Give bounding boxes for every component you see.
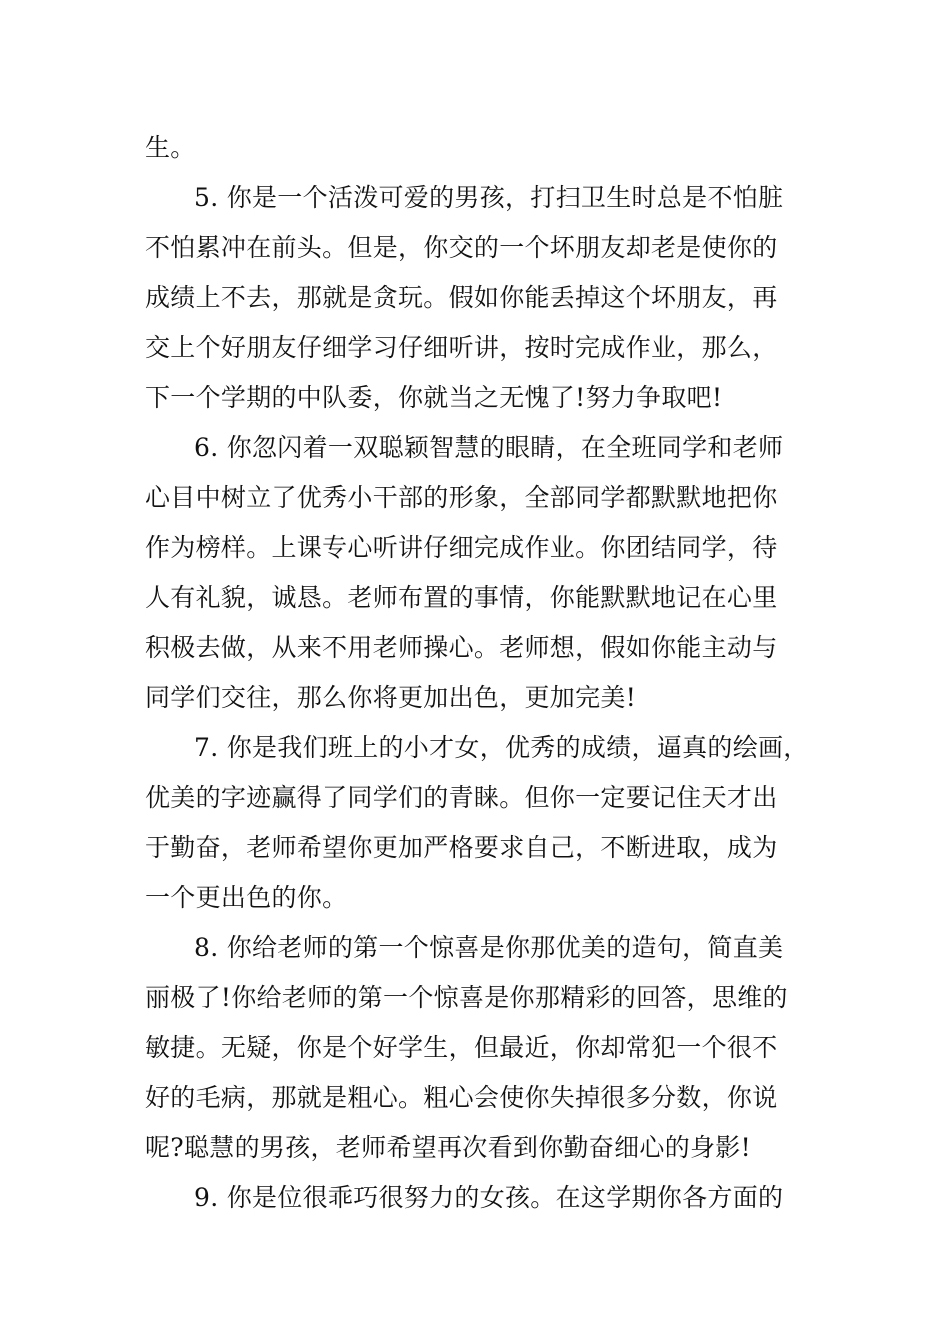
text-line: 交上个好朋友仔细学习仔细听讲，按时完成作业，那么， [145, 333, 778, 362]
text-line: 丽极了!你给老师的第一个惊喜是你那精彩的回答，思维的 [145, 983, 788, 1012]
text-line: 好的毛病，那就是粗心。粗心会使你失掉很多分数，你说 [145, 1083, 778, 1112]
text-line: 下一个学期的中队委，你就当之无愧了!努力争取吧! [145, 383, 723, 412]
text-line: 于勤奋，老师希望你更加严格要求自己，不断进取，成为 [145, 833, 778, 862]
text-line: 人有礼貌，诚恳。老师布置的事情，你能默默地记在心里 [145, 583, 778, 612]
paragraph-7-start: 7. 你是我们班上的小才女，优秀的成绩，逼真的绘画， [194, 733, 809, 762]
paragraph-9-start: 9. 你是位很乖巧很努力的女孩。在这学期你各方面的 [194, 1183, 784, 1212]
paragraph-5-start: 5. 你是一个活泼可爱的男孩，打扫卫生时总是不怕脏 [194, 183, 784, 212]
paragraph-6-start: 6. 你忽闪着一双聪颖智慧的眼睛，在全班同学和老师 [194, 433, 784, 462]
text-line: 作为榜样。上课专心听讲仔细完成作业。你团结同学，待 [145, 533, 778, 562]
text-line: 成绩上不去，那就是贪玩。假如你能丢掉这个坏朋友，再 [145, 283, 778, 312]
text-line: 一个更出色的你。 [145, 883, 348, 912]
text-line: 敏捷。无疑，你是个好学生，但最近，你却常犯一个很不 [145, 1033, 778, 1062]
text-line: 积极去做，从来不用老师操心。老师想，假如你能主动与 [145, 633, 778, 662]
text-line: 同学们交往，那么你将更加出色，更加完美! [145, 683, 637, 712]
paragraph-8-start: 8. 你给老师的第一个惊喜是你那优美的造句，简直美 [194, 933, 784, 962]
text-line: 生。 [145, 133, 196, 162]
text-line: 心目中树立了优秀小干部的形象，全部同学都默默地把你 [145, 483, 778, 512]
text-line: 不怕累冲在前头。但是，你交的一个坏朋友却老是使你的 [145, 233, 778, 262]
text-line: 优美的字迹赢得了同学们的青睐。但你一定要记住天才出 [145, 783, 778, 812]
text-line: 呢?聪慧的男孩，老师希望再次看到你勤奋细心的身影! [145, 1133, 751, 1162]
